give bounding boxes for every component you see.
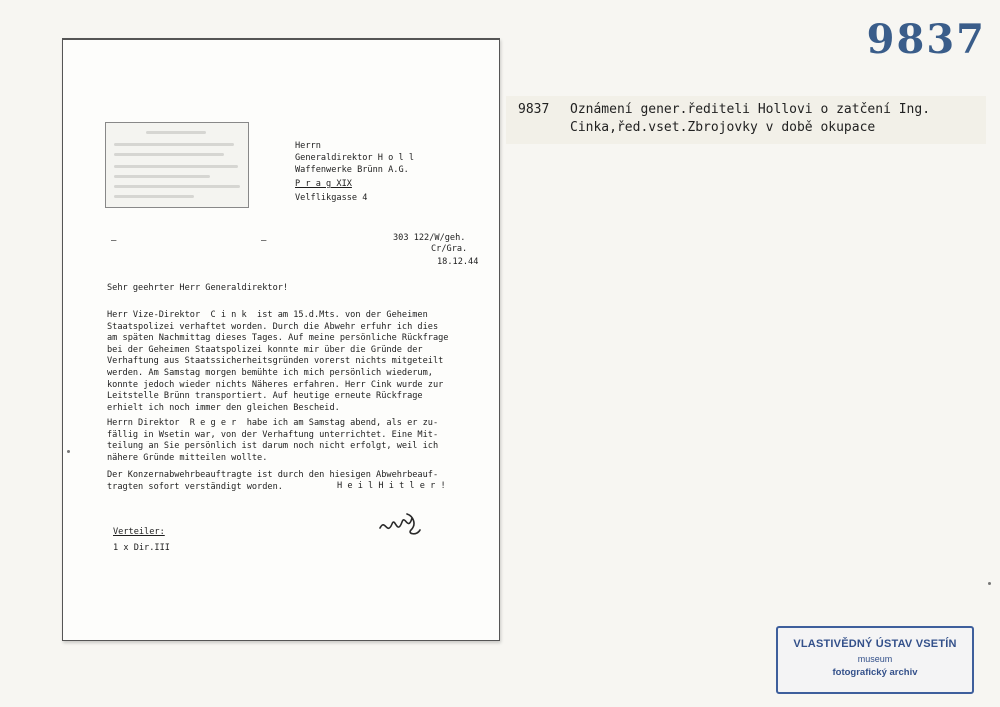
catalog-number: 9837 [866, 16, 986, 63]
stamp-archive: fotografický archiv [832, 667, 918, 678]
stamp-museum: museum [857, 654, 893, 664]
letter-date: 18.12.44 [437, 257, 479, 267]
handwritten-signature [377, 510, 423, 540]
recipient-line-2: Generaldirektor H o l l [295, 153, 414, 163]
letter-document [62, 38, 500, 641]
margin-speck [67, 450, 70, 453]
body-paragraph-2: Herrn Direktor R e g e r habe ich am Samstag abend, als er zu- fällig in Wsetin war, von der Verhaftung unterrichtet. Eine Mit- teilung an Sie persönlich ist darum noch nicht erfolgt, weil ich nähere Gründe mitteilen wollte. [107, 418, 439, 463]
recipient-city: P r a g XIX [295, 179, 352, 189]
recipient-street: Velflikgasse 4 [295, 193, 368, 203]
recipient-line-3: Waffenwerke Brünn A.G. [295, 165, 409, 175]
caption-text: Oznámení gener.řediteli Hollovi o zatčení Ing. Cinka,řed.vset.Zbrojovky v době okupace [570, 102, 931, 135]
body-paragraph-3: Der Konzernabwehrbeauftragte ist durch den hiesigen Abwehrbeauf- tragten sofort verständigt worden. [107, 470, 439, 492]
body-paragraph-1: Herr Vize-Direktor C i n k ist am 15.d.Mts. von der Geheimen Staatspolizei verhaftet worden. Durch die Abwehr erfuhr ich dies am späten Nachmittag dieses Tages. Auf meine persönliche Rückfrage bei der Geheimen Staatspolizei konnte mir über die Gründe der Verhaftung aus Staatssicherheitsgründen vorerst nichts mitgeteilt werden. Am Samstag morgen bemühte ich mich persönlich wiederum, konnte jedoch wieder nichts Näheres erfahren. Herr Cink wurde zur Leitstelle Brünn transportiert. Auf heutige erneute Rückfrage erhielt ich noch immer den gleichen Bescheid. [107, 310, 449, 413]
caption-label [506, 96, 986, 144]
reference-number: 303 122/W/geh. [393, 233, 466, 243]
page-speck [988, 582, 991, 585]
stamp-institution: VLASTIVĚDNÝ ÚSTAV VSETÍN [793, 638, 957, 650]
margin-dash-right: – [261, 236, 267, 246]
distribution-label: Verteiler: [113, 527, 165, 537]
closing-greeting: H e i l H i t l e r ! [337, 481, 446, 491]
museum-archive-stamp [776, 626, 974, 694]
recipient-line-1: Herrn [295, 141, 321, 151]
faded-letterhead-stamp [105, 122, 249, 208]
caption-number: 9837 [518, 102, 550, 117]
reference-initials: Cr/Gra. [431, 244, 468, 254]
distribution-entry: 1 x Dir.III [113, 543, 170, 553]
salutation: Sehr geehrter Herr Generaldirektor! [107, 283, 289, 293]
margin-dash-left: – [111, 236, 117, 246]
